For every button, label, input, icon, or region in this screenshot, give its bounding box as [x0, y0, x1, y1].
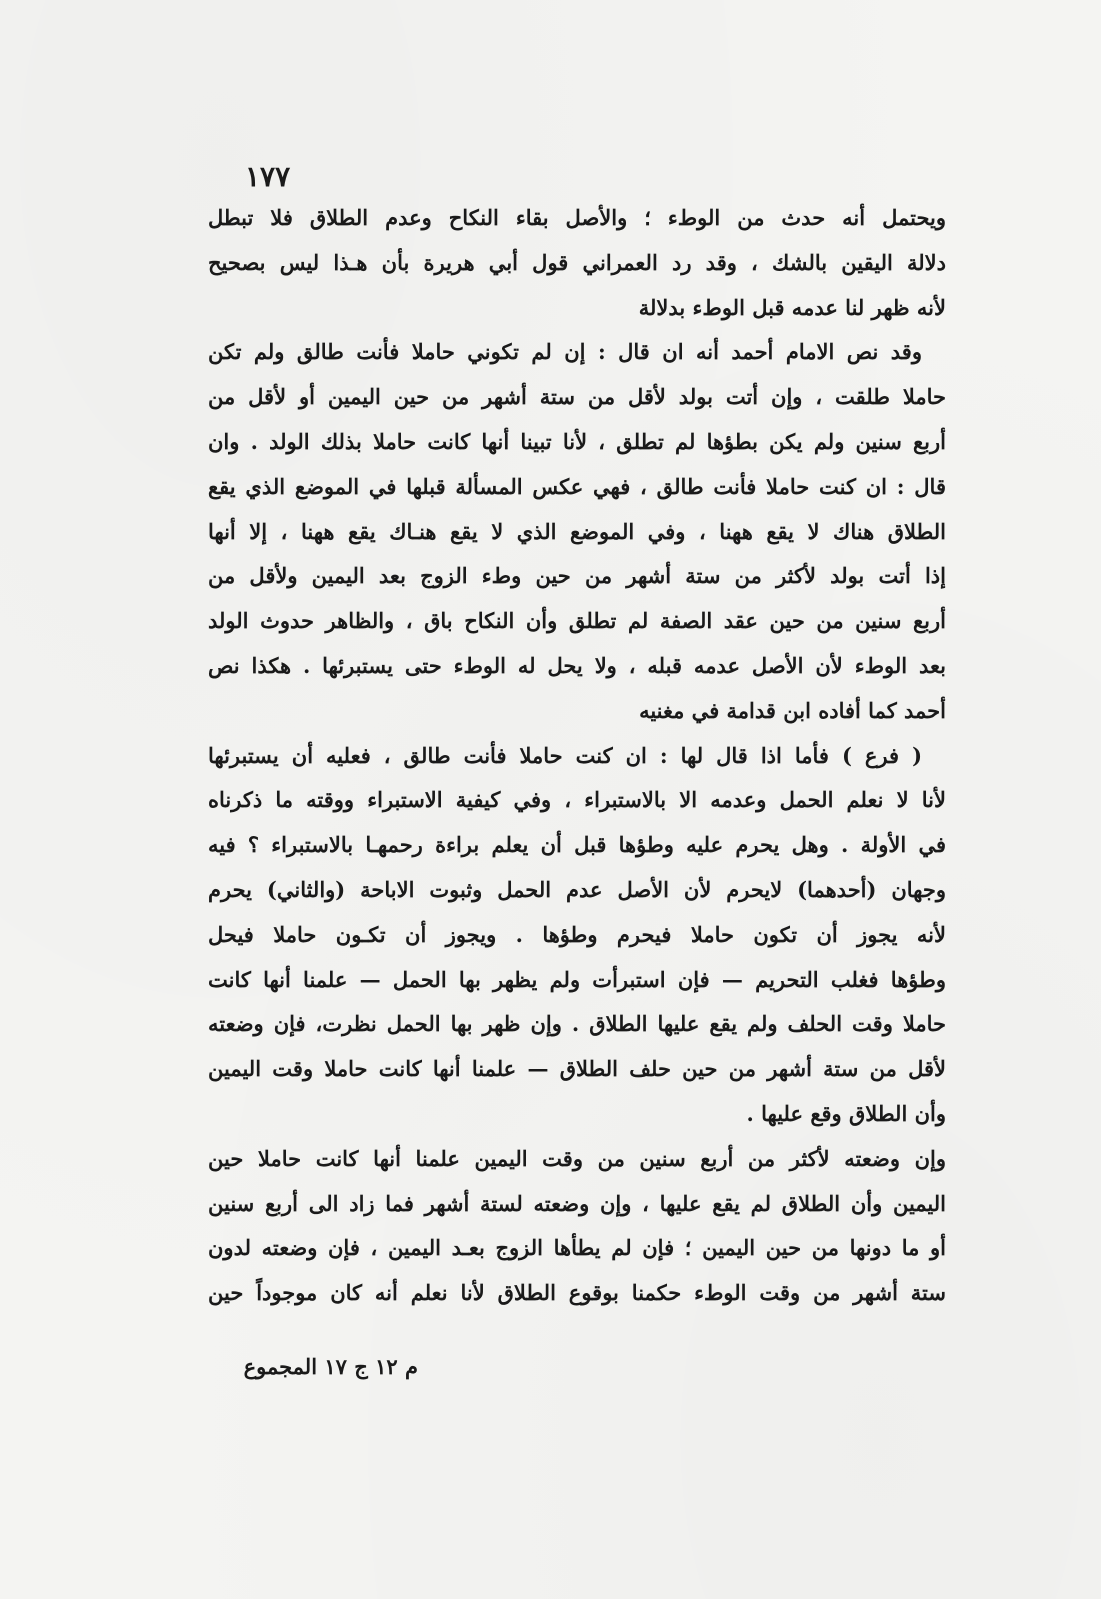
text-line: أربع سنين ولم يكن بطؤها لم تطلق ، لأنا تبينا أنها كانت حاملا بذلك الولد . وان: [208, 428, 946, 454]
text-line: وإن وضعته لأكثر من أربع سنين من وقت اليمين علمنا أنها كانت حاملا حين: [208, 1145, 946, 1171]
text-line: بعد الوطء لأن الأصل عدمه قبله ، ولا يحل له الوطء حتى يستبرئها . هكذا نص: [208, 652, 946, 678]
text-line: أحمد كما أفاده ابن قدامة في مغنيه: [639, 697, 946, 723]
body-text: [208, 196, 946, 1316]
text-line: أو ما دونها من حين اليمين ؛ فإن لم يطأها الزوج بعـد اليمين ، فإن وضعته لدون: [208, 1235, 946, 1261]
text-line: وقد نص الامام أحمد أنه ان قال : إن لم تكوني حاملا فأنت طالق ولم تكن: [208, 339, 922, 365]
text-line: لأنه يجوز أن تكون حاملا فيحرم وطؤها . ويجوز أن تكـون حاملا فيحل: [208, 921, 946, 947]
text-line: ستة أشهر من وقت الوطء حكمنا بوقوع الطلاق لأنا نعلم أنه كان موجوداً حين: [208, 1280, 946, 1306]
text-line: حاملا وقت الحلف ولم يقع عليها الطلاق . وإن ظهر بها الحمل نظرت، فإن وضعته: [208, 1011, 946, 1037]
text-line: لأنه ظهر لنا عدمه قبل الوطء بدلالة: [638, 294, 946, 320]
text-line: إذا أتت بولد لأكثر من ستة أشهر من حين وطء الزوج بعد اليمين ولأقل من: [208, 563, 946, 589]
text-line: ويحتمل أنه حدث من الوطء ؛ والأصل بقاء النكاح وعدم الطلاق فلا تبطل: [208, 205, 946, 230]
text-line: لأقل من ستة أشهر من حين حلف الطلاق — علمنا أنها كانت حاملا وقت اليمين: [208, 1056, 946, 1082]
page-footer: م ١٢ ج ١٧ المجموع: [243, 1354, 418, 1379]
text-line: حاملا طلقت ، وإن أتت بولد لأقل من ستة أشهر من حين اليمين أو لأقل من: [208, 384, 946, 410]
text-line: وطؤها فغلب التحريم — فإن استبرأت ولم يظهر بها الحمل — علمنا أنها كانت: [208, 966, 946, 992]
text-line: أربع سنين من حين عقد الصفة لم تطلق وأن النكاح باق ، والظاهر حدوث الولد: [208, 608, 946, 634]
text-line: وأن الطلاق وقع عليها .: [746, 1100, 946, 1126]
text-line: لأنا لا نعلم الحمل وعدمه الا بالاستبراء ، وفي كيفية الاستبراء ووقته ما ذكرناه: [208, 787, 946, 813]
text-line: وجهان (أحدهما) لايحرم لأن الأصل عدم الحمل وثبوت الاباحة (والثاني) يحرم: [208, 876, 946, 902]
page-number: ١٧٧: [245, 160, 291, 193]
text-line: ( فرع ) فأما اذا قال لها : ان كنت حاملا فأنت طالق ، فعليه أن يستبرئها: [208, 742, 922, 768]
text-line: اليمين وأن الطلاق لم يقع عليها ، وإن وضعته لستة أشهر فما زاد الى أربع سنين: [208, 1190, 946, 1216]
text-line: قال : ان كنت حاملا فأنت طالق ، فهي عكس المسألة قبلها في الموضع الذي يقع: [208, 473, 946, 499]
text-line: الطلاق هناك لا يقع ههنا ، وفي الموضع الذي لا يقع هنـاك يقع ههنا ، إلا أنها: [208, 518, 946, 544]
text-line: في الأولة . وهل يحرم عليه وطؤها قبل أن يعلم براءة رحمهـا بالاستبراء ؟ فيه: [208, 832, 946, 858]
text-line: دلالة اليقين بالشك ، وقد رد العمراني قول أبي هريرة بأن هـذا ليس بصحيح: [208, 249, 946, 275]
